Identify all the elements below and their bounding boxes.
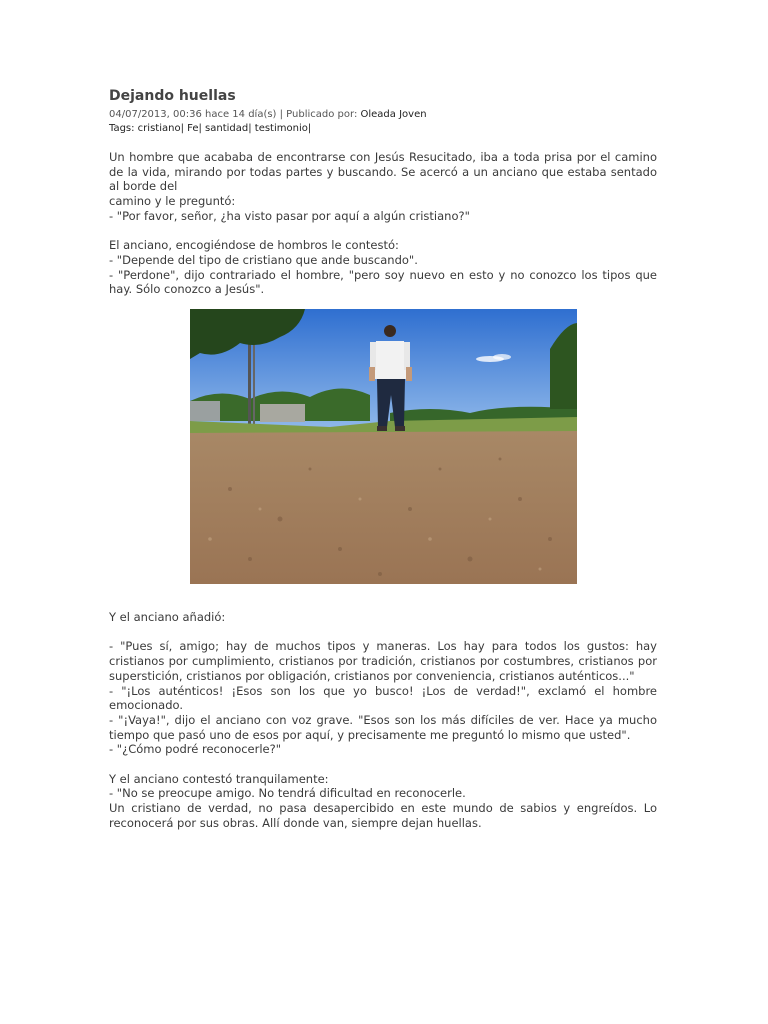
article-body-dialogue	[109, 610, 657, 831]
paragraph: - "Perdone", dijo contrariado el hombre, "pero soy nuevo en esto y no conozco los tipos que hay. Sólo conozco a Jesús".	[109, 267, 657, 297]
paragraph: - "¿Cómo podré reconocerle?"	[109, 742, 282, 757]
paragraph: - "No se preocupe amigo. No tendrá dificultad en reconocerle.	[109, 786, 466, 801]
paragraph: Un hombre que acababa de encontrarse con Jesús Resucitado, iba a toda prisa por el camino de la vida, mirando por todas partes y buscando. Se acercó a un anciano que estaba sentado al borde del	[109, 150, 657, 194]
paragraph-gap	[109, 625, 657, 640]
post-meta	[109, 108, 657, 122]
paragraph: Y el anciano contestó tranquilamente:	[109, 771, 329, 786]
article-body-intro	[109, 150, 657, 297]
paragraph: - "¡Los auténticos! ¡Esos son los que yo busco! ¡Los de verdad!", exclamó el hombre emocionado.	[109, 683, 657, 713]
paragraph: Y el anciano añadió:	[109, 610, 226, 625]
article	[109, 86, 657, 831]
paragraph: camino y le preguntó:	[109, 194, 236, 209]
paragraph-gap	[109, 224, 657, 239]
post-title: Dejando huellas	[109, 88, 236, 104]
post-date: 04/07/2013, 00:36 hace 14 día(s) | Publicado por:	[109, 109, 361, 120]
post-tags: Tags: cristiano| Fe| santidad| testimonio|	[109, 123, 312, 134]
paragraph-gap	[109, 757, 657, 772]
paragraph: - "Depende del tipo de cristiano que ande buscando".	[109, 252, 418, 267]
post-author-link[interactable]: Oleada Joven	[360, 109, 427, 120]
paragraph: - "Por favor, señor, ¿ha visto pasar por aquí a algún cristiano?"	[109, 208, 470, 223]
paragraph: - "¡Vaya!", dijo el anciano con voz grave. "Esos son los más difíciles de ver. Hace ya mucho tiempo que pasó uno de esos por aquí, y precisamente me preguntó lo mismo que usted".	[109, 712, 657, 742]
dirt-road-photo	[190, 309, 577, 584]
paragraph: El anciano, encogiéndose de hombros le contestó:	[109, 238, 399, 253]
article-photo	[190, 309, 577, 584]
paragraph: - "Pues sí, amigo; hay de muchos tipos y maneras. Los hay para todos los gustos: hay cristianos por cumplimiento, cristianos por tradición, cristianos por costumbres, cristianos por superstición, cristianos por obligación, cristianos por conveniencia, cristianos auténticos..."	[109, 639, 657, 683]
paragraph: Un cristiano de verdad, no pasa desapercibido en este mundo de sabios y engreídos. Lo reconocerá por sus obras. Allí donde van, siempre dejan huellas.	[109, 801, 657, 830]
